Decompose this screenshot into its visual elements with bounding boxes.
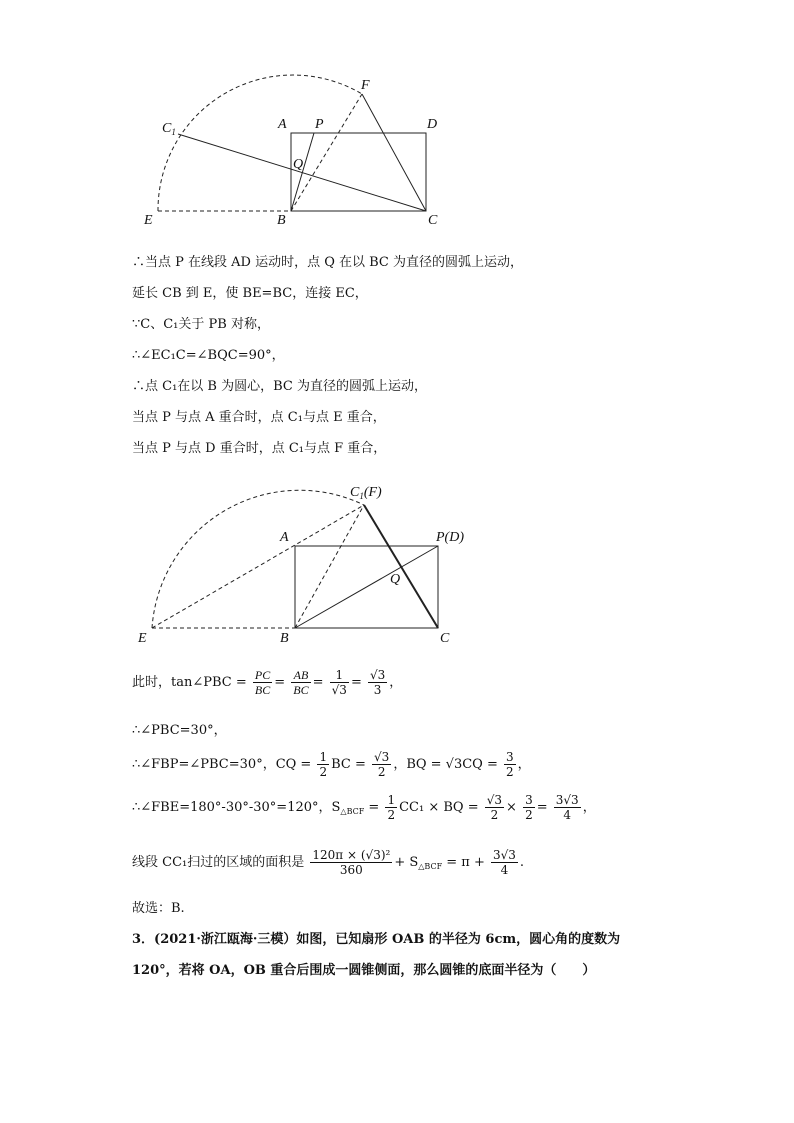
text-line-1: ∴当点 P 在线段 AD 运动时，点 Q 在以 BC 为直径的圆弧上运动， bbox=[132, 255, 524, 270]
figure-2 bbox=[130, 478, 480, 648]
formula-area-bcf: ∴∠FBE=180°-30°-30°=120°，$S_{\triangle BCF}$ = $\frac{1}{2}$ CC₁ × BQ = $\frac{√3}{2}$ × $\frac{3}{2}$ = $\frac{3√3}{4}$ ， bbox=[132, 793, 596, 822]
segment-bp bbox=[295, 546, 438, 628]
label-c: C bbox=[440, 631, 450, 646]
label-c1: $C_1$ bbox=[162, 121, 176, 137]
text-line-3: ∵C、C₁关于 PB 对称， bbox=[132, 317, 270, 332]
text-line-4: ∴∠EC₁C=∠BQC=90°， bbox=[132, 348, 285, 363]
label-a: A bbox=[278, 117, 287, 132]
label-e: E bbox=[144, 213, 153, 228]
label-pd: P(D) bbox=[436, 530, 464, 545]
question-3-line-2: 120°，若将 OA，OB 重合后围成一圆锥侧面，那么圆锥的底面半径为（ ） bbox=[132, 963, 596, 978]
figure-1 bbox=[130, 70, 460, 235]
text-line-2: 延长 CB 到 E，使 BE=BC，连接 EC， bbox=[132, 286, 368, 301]
segment-bc1 bbox=[295, 505, 364, 628]
label-q: Q bbox=[390, 572, 401, 587]
formula-tan: 此时，tan∠PBC = $\frac{PC}{BC}$ = $\frac{AB}{BC}$ = $\frac{1}{√3}$ = $\frac{√3}{3}$ ， bbox=[132, 668, 403, 697]
arc-dashed bbox=[158, 75, 362, 211]
label-b: B bbox=[280, 631, 289, 646]
formula-cq-bq: ∴∠FBP=∠PBC=30°，CQ = $\frac{1}{2}$ BC = $\frac{√3}{2}$ ，BQ = √3CQ = $\frac{3}{2}$ ， bbox=[132, 750, 531, 779]
label-a: A bbox=[280, 530, 289, 545]
label-e: E bbox=[138, 631, 147, 646]
answer-text: 故选：B. bbox=[132, 901, 185, 916]
label-d: D bbox=[427, 117, 438, 132]
segment-bp bbox=[291, 133, 314, 211]
segment-fc bbox=[362, 94, 426, 211]
segment-bf bbox=[291, 94, 362, 211]
label-f: F bbox=[361, 78, 370, 93]
text-line-6: 当点 P 与点 A 重合时，点 C₁与点 E 重合， bbox=[132, 410, 386, 425]
formula-swept-area: 线段 CC₁扫过的区域的面积是 $\frac{\text{120π × (√3)²}}{360}$ + $S_{\triangle BCF} = \pi$ + $\frac{3√3}{4}$ . bbox=[132, 848, 525, 877]
text-line-7: 当点 P 与点 D 重合时，点 C₁与点 F 重合， bbox=[132, 441, 387, 456]
label-c: C bbox=[428, 213, 438, 228]
text-line-9: ∴∠PBC=30°， bbox=[132, 723, 227, 738]
segment-ec1 bbox=[152, 505, 364, 628]
arc-dashed bbox=[152, 490, 364, 628]
rectangle-abcd bbox=[291, 133, 426, 211]
text-line-5: ∴点 C₁在以 B 为圆心，BC 为直径的圆弧上运动， bbox=[132, 379, 427, 394]
label-c1f: $C_1(F)$ bbox=[350, 485, 382, 501]
label-p: P bbox=[315, 117, 324, 132]
label-q: Q bbox=[293, 157, 304, 172]
question-3-line-1: 3．(2021·浙江瓯海·三模）如图，已知扇形 OAB 的半径为 6cm，圆心角的度数为 bbox=[132, 932, 621, 947]
segment-fc bbox=[364, 505, 438, 628]
label-b: B bbox=[277, 213, 286, 228]
